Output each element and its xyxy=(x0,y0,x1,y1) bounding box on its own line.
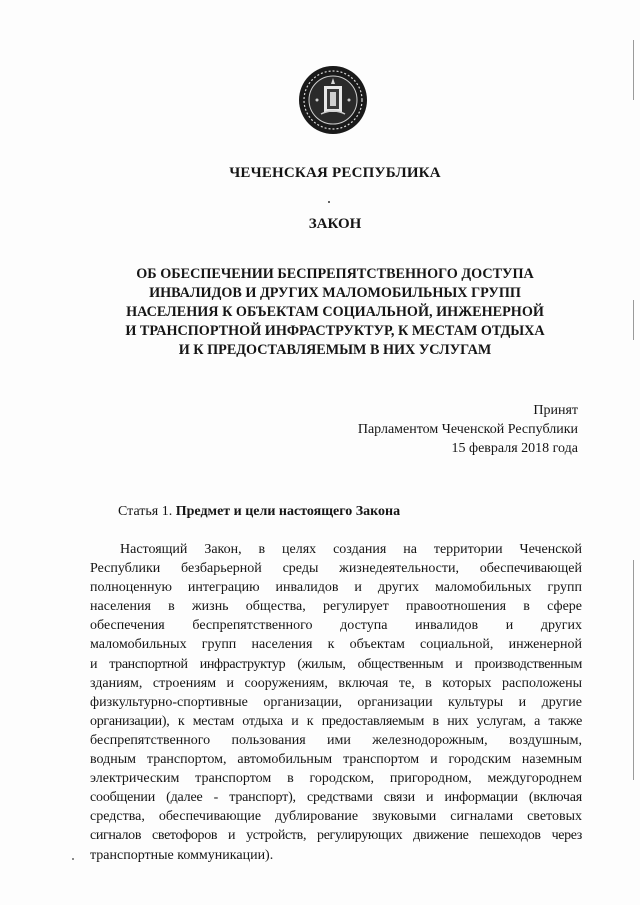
article-number: Статья 1. xyxy=(118,504,173,519)
law-title-line: ОБ ОБЕСПЕЧЕНИИ БЕСПРЕПЯТСТВЕННОГО ДОСТУПА xyxy=(136,266,534,282)
paragraph-line: маломобильных групп населения к объектам социальной, инженерной xyxy=(90,637,582,653)
scan-edge-mark xyxy=(633,560,634,780)
adoption-block xyxy=(358,401,578,458)
document-type: ЗАКОН xyxy=(308,216,362,232)
law-title-line: НАСЕЛЕНИЯ К ОБЪЕКТАМ СОЦИАЛЬНОЙ, ИНЖЕНЕРНОЙ xyxy=(126,304,544,320)
paragraph-line: и транспортной инфраструктур (жилым, общественным и производственным xyxy=(90,656,582,672)
paragraph-line: беспрепятственного пользования ими железнодорожным, воздушным, xyxy=(90,732,582,748)
republic-name: ЧЕЧЕНСКАЯ РЕСПУБЛИКА xyxy=(229,165,441,181)
adoption-body: Парламентом Чеченской Республики xyxy=(357,422,578,437)
paragraph-line: зданиям, строениям и сооружениям, включая те, в которых расположены xyxy=(90,675,582,691)
article-heading xyxy=(118,504,400,520)
paragraph-line: организации), к местам отдыха и к предоставляемым в них услугам, а также xyxy=(90,713,582,729)
scan-dot xyxy=(328,201,330,203)
paragraph-line: транспортные коммуникации). xyxy=(90,847,274,863)
paragraph-line: Республики безбарьерной среды жизнедеятельности, обеспечивающей xyxy=(90,561,582,577)
paragraph-line: населения в жизнь общества, регулирует правоотношения в сфере xyxy=(90,599,582,615)
article-title: Предмет и цели настоящего Закона xyxy=(175,504,401,519)
paragraph-line: водным транспортом, автомобильным транспортом и городским наземным xyxy=(90,752,582,768)
scan-edge-mark xyxy=(633,300,634,340)
law-title-line: И ТРАНСПОРТНОЙ ИНФРАСТРУКТУР, К МЕСТАМ ОТДЫХА xyxy=(125,323,545,339)
paragraph-line: Настоящий Закон, в целях создания на территории Чеченской xyxy=(120,542,582,557)
scan-edge-mark xyxy=(633,40,634,100)
article-body xyxy=(90,540,582,865)
paragraph-line: электрическим транспортом в городском, пригородном, междугороднем xyxy=(90,771,582,787)
paragraph-line: полноценную интеграцию инвалидов и других маломобильных групп xyxy=(90,580,582,596)
paragraph-line: физкультурно-спортивные организации, организации культуры и другие xyxy=(90,694,582,710)
paragraph-line: обеспечения беспрепятственного доступа инвалидов и других xyxy=(90,618,582,634)
adoption-status: Принят xyxy=(533,403,578,418)
coat-of-arms-emblem xyxy=(297,64,369,136)
scan-speck xyxy=(72,858,74,860)
adoption-date: 15 февраля 2018 года xyxy=(451,441,578,456)
law-title xyxy=(90,265,580,360)
law-title-line: ИНВАЛИДОВ И ДРУГИХ МАЛОМОБИЛЬНЫХ ГРУПП xyxy=(149,285,521,301)
paragraph-line: средства, обеспечивающие дублирование звуковыми сигналами световых xyxy=(90,809,582,825)
paragraph-line: сигналов светофоров и устройств, регулирующих движение пешеходов через xyxy=(90,828,582,844)
paragraph-line: сообщении (далее - транспорт), средствами связи и информации (включая xyxy=(90,790,582,806)
law-title-line: И К ПРЕДОСТАВЛЯЕМЫМ В НИХ УСЛУГАМ xyxy=(178,342,492,358)
